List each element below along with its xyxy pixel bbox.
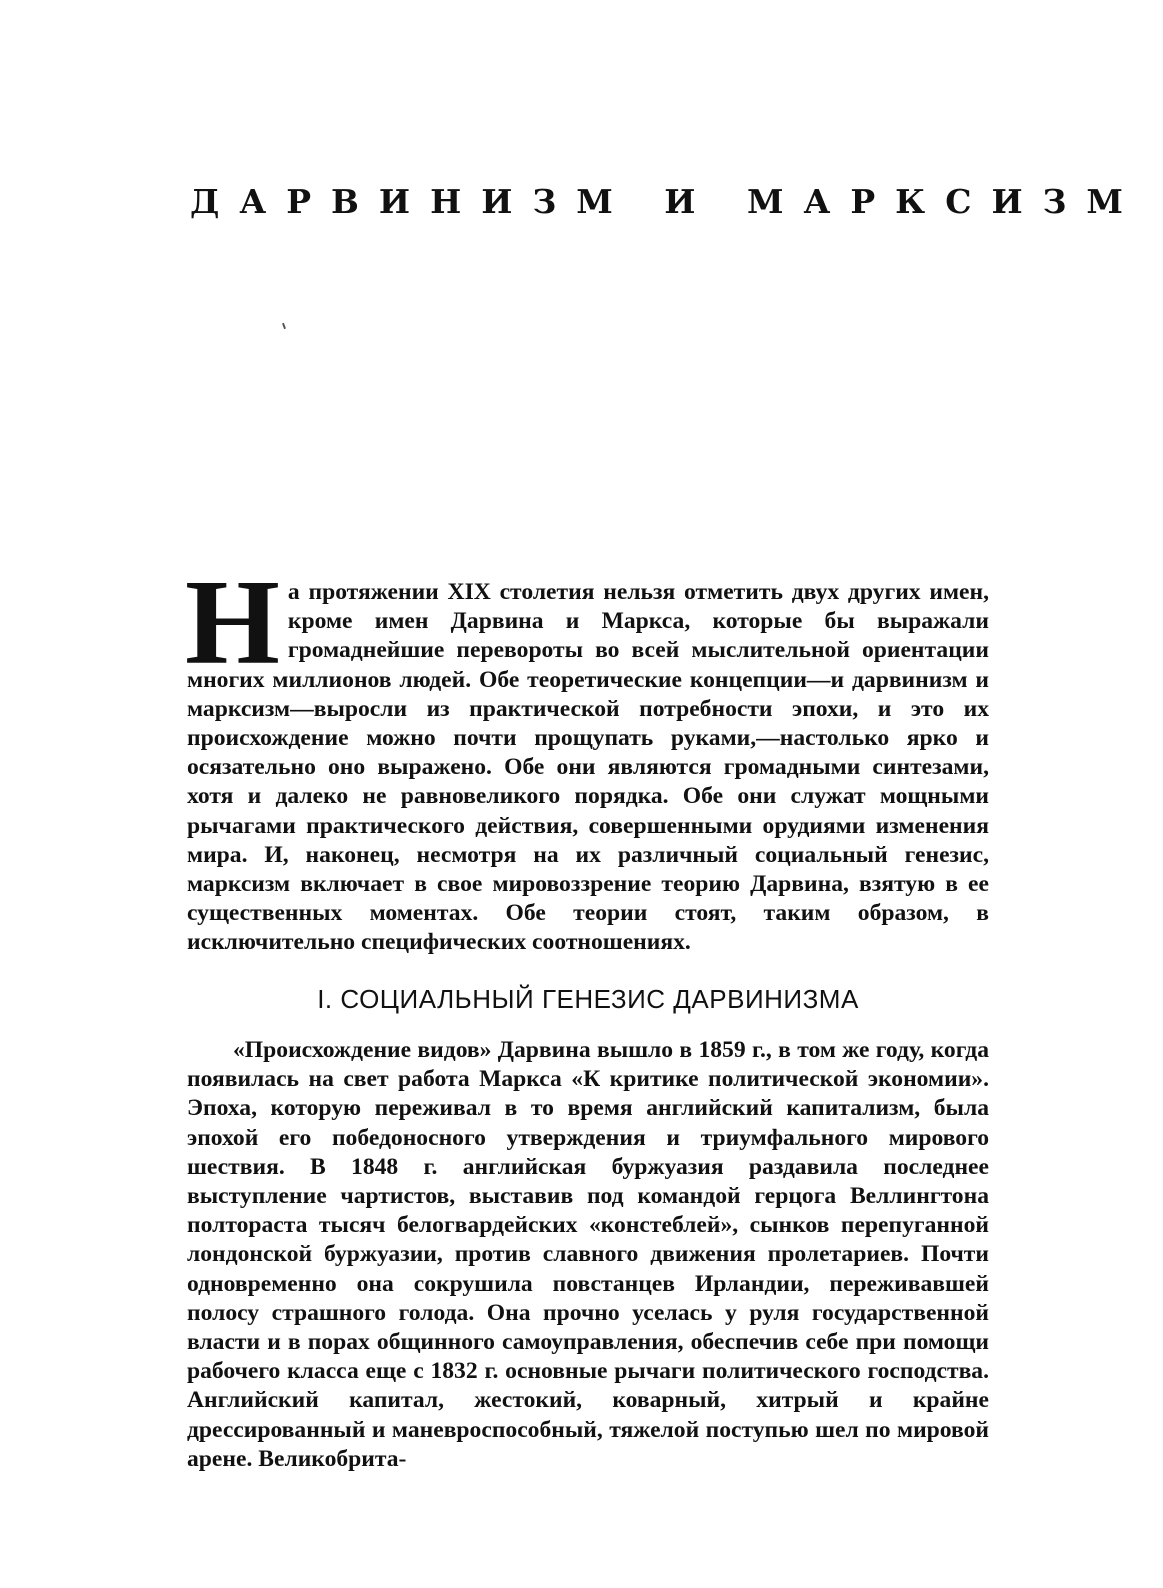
intro-text: а протяжении XIX столетия нельзя отметить двух других имен, кроме имен Дарвина и Маркса, которые бы выражали громаднейшие перевороты во всей мыслительной ориентации многих миллионов людей. Обе теоретические концепции—и дарвинизм и марксизм—выросли из практической потребности эпохи, и это их происхождение можно почти прощупать руками,—настолько ярко и осязательно оно выражено. Обе они являются громадными синтезами, хотя и далеко не равновеликого порядка. Обе они служат мощными рычагами практического действия, совершенными орудиями изменения мира. И, наконец, несмотря на их различный социальный генезис, марксизм включает в свое мировоззрение теорию Дарвина, взятую в ее существенных моментах. Обе теории стоят, таким образом, в исключительно специфических соотношениях. [187,579,989,956]
intro-paragraph [185,555,989,958]
scan-speck [282,323,286,329]
page-title: ДАРВИНИЗМ И МАРКСИЗМ [190,182,1143,221]
drop-cap-letter: Н [185,555,280,690]
section-body-paragraph: «Происхождение видов» Дарвина вышло в 1859 г., в том же году, когда появилась на свет работа Маркса «К критике политической экономии». Эпоха, которую переживал в то время английский капитализм, была эпохой его победоносного утверждения и триумфального мирового шествия. В 1848 г. английская буржуазия раздавила последнее выступление чартистов, выставив под командой герцога Веллингтона полтораста тысяч белогвардейских «констеблей», сынков перепуганной лондонской буржуазии, против славного движения пролетариев. Почти одновременно она сокрушила повстанцев Ирландии, переживавшей полосу страшного голода. Она прочно уселась у руля государственной власти и в порах общинного самоуправления, обеспечив себе при помощи рабочего класса еще с 1832 г. основные рычаги политического господства. Английский капитал, жестокий, коварный, хитрый и крайне дрессированный и маневроспособный, тяжелой поступью шел по мировой арене. Великобрита- [187,1037,989,1472]
section-heading: I. СОЦИАЛЬНЫЙ ГЕНЕЗИС ДАРВИНИЗМА [317,984,859,1014]
